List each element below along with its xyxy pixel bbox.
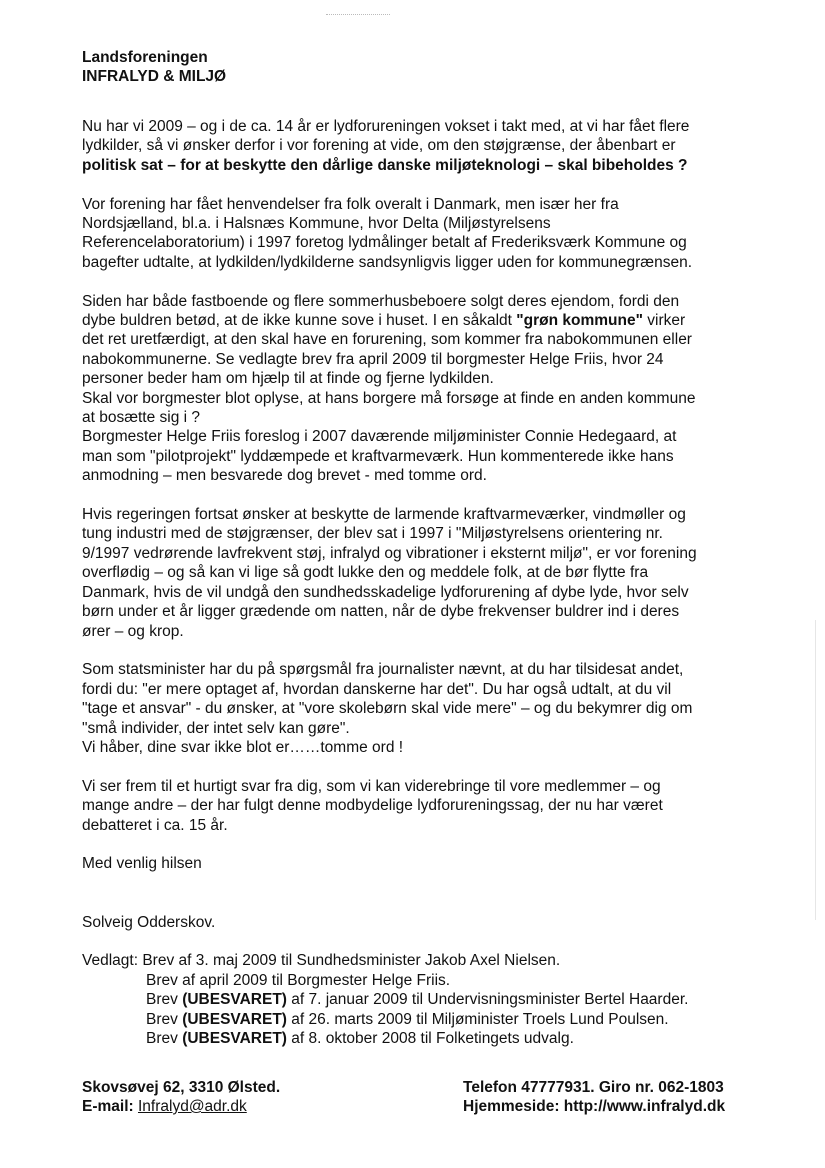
signature-space [82,893,782,912]
text-line: lydkilder, så vi ønsker derfor i vor forening at vide, om den støjgrænse, der åbenbart er [82,137,676,155]
text-line: overflødig – og så kan vi lige så godt lukke den og meddele folk, at de bør flytte fra [82,564,649,582]
text-line: Siden har både fastboende og flere sommerhusbeboere solgt deres ejendom, fordi den [82,292,680,310]
text-line: "små individer, der intet selv kan gøre". [82,719,350,737]
text-line: bagefter udtalte, at lydkilden/lydkilderne sandsynligvis ligger uden for kommunegrænsen. [82,253,693,271]
enclosure-text: Brev af 3. maj 2009 til Sundhedsminister Jakob Axel Nielsen. [142,952,561,970]
text-line: "tage et ansvar" - du ønsker, at "vore skolebørn skal vide mere" – og du bekymrer dig om [82,700,693,718]
text-line: ører – og krop. [82,622,184,640]
text-line: anmodning – men besvarede dog brevet - med tomme ord. [82,467,487,485]
enclosure-item [82,951,782,970]
footer-contact-left [82,1078,280,1116]
footer-contact-right [463,1078,725,1116]
paragraph-1 [82,117,782,175]
text-line: Vi håber, dine svar ikke blot er……tomme ord ! [82,738,404,756]
enclosure-text: Brev af april 2009 til Borgmester Helge Friis. [146,971,451,989]
paragraph-4 [82,505,782,641]
footer-address: Skovsøvej 62, 3310 Ølsted. [82,1079,281,1096]
email-link[interactable]: Infralyd@adr.dk [137,1098,247,1115]
text-line: mange andre – der har fulgt denne modbydelige lydforureningssag, der nu har været [82,797,663,815]
text-line: personer beder ham om hjælp til at finde og fjerne lydkilden. [82,370,494,388]
letterhead [82,48,226,86]
enclosures-list [82,951,782,1048]
text-line: Danmark, hvis de vil undgå den sundhedsskadelige lydforurening af dybe lyde, hvor selv [82,583,689,601]
enclosure-item [82,971,782,990]
email-label: E-mail: [82,1098,138,1115]
enclosure-item [82,1010,782,1029]
org-subtitle: INFRALYD & MILJØ [82,68,227,85]
text-line: debatteret i ca. 15 år. [82,816,228,834]
text-span-bold: "grøn kommune" [516,312,643,330]
text-line: 9/1997 vedrørende lavfrekvent støj, infralyd og vibrationer i eksternt miljø", er vor forening [82,544,697,562]
text-line: at bosætte sig i ? [82,409,201,427]
text-line: Nu har vi 2009 – og i de ca. 14 år er lydforureningen vokset i takt med, at vi har fået flere [82,118,690,135]
paragraph-3 [82,292,782,486]
text-line: Vi ser frem til et hurtigt svar fra dig, som vi kan viderebringe til vore medlemmer – og [82,777,661,795]
enclosures-label: Vedlagt: [82,952,143,970]
enclosure-text: af 26. marts 2009 til Miljøminister Troels Lund Poulsen. [286,1010,669,1028]
enclosure-item [82,1029,782,1048]
enclosure-text: af 8. oktober 2008 til Folketingets udvalg. [286,1029,574,1047]
text-line: det ret uretfærdigt, at den skal have en forurening, som kommer fra nabokommunen eller [82,331,692,349]
text-line: Referencelaboratorium) i 1997 foretog lydmålinger betalt af Frederiksværk Kommune og [82,234,687,252]
scan-artifact-top [326,14,390,15]
scan-artifact-edge [815,620,816,920]
enclosure-text: Brev [146,1029,183,1047]
enclosure-text: af 7. januar 2009 til Undervisningsminister Bertel Haarder. [286,991,689,1009]
footer-website: Hjemmeside: http://www.infralyd.dk [463,1098,726,1115]
greeting: Med venlig hilsen [82,855,202,873]
letter-body [82,117,782,1048]
enclosure-status-bold: (UBESVARET) [182,1029,287,1047]
text-line: Borgmester Helge Friis foreslog i 2007 daværende miljøminister Connie Hedegaard, at [82,428,677,446]
text-line: fordi du: "er mere optaget af, hvordan danskerne har det". Du har også udtalt, at du vil [82,680,672,698]
text-line [82,311,782,330]
text-line: nabokommunerne. Se vedlagte brev fra april 2009 til borgmester Helge Friis, hvor 24 [82,350,664,368]
paragraph-2 [82,195,782,273]
text-line: Hvis regeringen fortsat ønsker at beskytte de larmende kraftvarmeværker, vindmøller og [82,506,686,524]
text-line: Som statsminister har du på spørgsmål fra journalister nævnt, at du har tilsidesat andet, [82,661,684,679]
enclosure-item [82,990,782,1009]
paragraph-6 [82,777,782,835]
text-line: tung industri med de støjgrænser, der blev sat i 1997 i "Miljøstyrelsens orientering nr. [82,525,663,543]
org-name: Landsforeningen [82,49,208,66]
text-line: Nordsjælland, bl.a. i Halsnæs Kommune, hvor Delta (Miljøstyrelsens [82,215,551,233]
paragraph-5 [82,660,782,757]
text-line: Skal vor borgmester blot oplyse, at hans borgere må forsøge at finde en anden kommune [82,389,696,407]
footer-email-line [82,1097,280,1116]
enclosure-text: Brev [146,991,183,1009]
text-line: Vor forening har fået henvendelser fra folk overalt i Danmark, men især her fra [82,195,619,213]
footer-phone: Telefon 47777931. Giro nr. 062-1803 [463,1079,724,1096]
enclosure-status-bold: (UBESVARET) [182,991,287,1009]
text-line-bold: politisk sat – for at beskytte den dårlige danske miljøteknologi – skal bibeholdes ? [82,156,688,174]
signature: Solveig Odderskov. [82,913,216,931]
text-line: man som "pilotprojekt" lyddæmpede et kraftvarmeværk. Hun kommenterede ikke hans [82,447,674,465]
text-span: virker [642,312,686,330]
text-line: børn under et år ligger grædende om natten, når de dybe frekvenser buldrer ind i deres [82,603,680,621]
text-span: dybe buldren betød, at de ikke kunne sove i huset. I en såkaldt [82,312,517,330]
enclosure-status-bold: (UBESVARET) [182,1010,287,1028]
enclosure-text: Brev [146,1010,183,1028]
